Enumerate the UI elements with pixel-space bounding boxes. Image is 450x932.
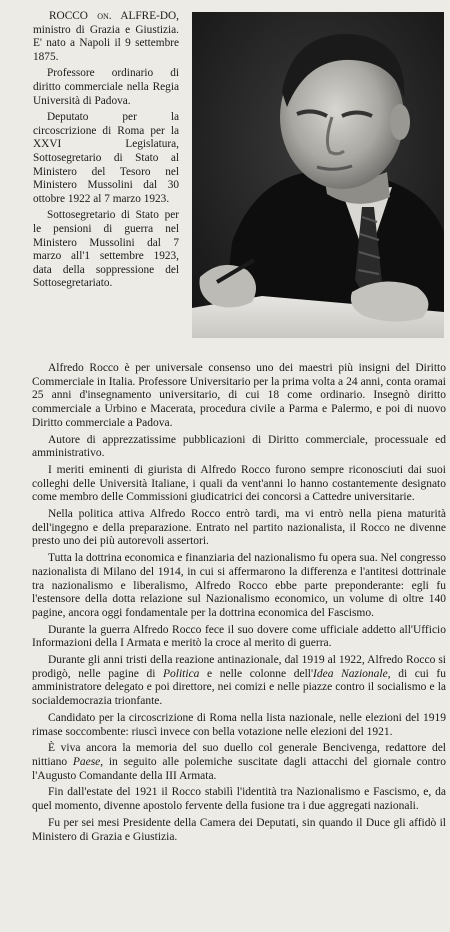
text-run: , di cui fu amministratore delegato e poi direttore, nei comizi e nelle piazze contro il socialismo e la socialdemocrazia trionfante. xyxy=(32,667,446,708)
main-article xyxy=(32,362,446,844)
article-paragraph: Fu per sei mesi Presidente della Camera dei Deputati, sin quando il Duce gli affidò il Ministero di Grazia e Giustizia. xyxy=(32,816,446,843)
article-paragraph: Fin dall'estate del 1921 il Rocco stabilì l'identità tra Nazionalismo e Fascismo, e, da quel momento, divenne apostolo fervente della fusione tra i due aggregati nazionali. xyxy=(32,786,446,813)
article-paragraph: I meriti eminenti di giurista di Alfredo Rocco furono sempre riconosciuti dai suoi colleghi delle Università Italiane, i quali da vent'anni lo hanno costantemente designato come membro delle Commissioni giudicatrici dei concorsi a Cattedre universitarie. xyxy=(32,463,446,504)
article-paragraph xyxy=(32,742,446,783)
bio-column xyxy=(33,10,179,294)
article-paragraph: Alfredo Rocco è per universale consenso uno dei maestri più insigni del Diritto Commerciale in Italia. Professore Universitario per la prima volta a 24 anni, conta oramai 25 anni d'insegnamento universitario, di cui 18 come ordinario. Insegnò diritto commerciale a Urbino e Macerata, procedura civile a Parma e Palermo, e poi di nuovo Diritto commerciale a Padova. xyxy=(32,362,446,429)
portrait-photo xyxy=(192,12,444,338)
article-paragraph: Candidato per la circoscrizione di Roma nella lista nazionale, nelle elezioni del 1919 rimase soccombente: riuscì invece con bella votazione nelle elezioni del 1921. xyxy=(32,711,446,738)
text-run: e nelle colonne dell' xyxy=(199,667,314,680)
article-paragraph: Tutta la dottrina economica e finanziaria del nazionalismo fu opera sua. Nel congresso nazionalista di Milano del 1914, in cui si affermarono la differenza e l'antitesi dottrinale tra nazionalismo e liberalismo, Alfredo Rocco ebbe parte preponderante: egli fu l'estensore della dotta relazione sul Nazionalismo economico, un volume di oltre 140 pagine, ancora oggi fondamentale per la dottrina economica del Fascismo. xyxy=(32,552,446,619)
article-paragraph: Durante la guerra Alfredo Rocco fece il suo dovere come ufficiale addetto all'Ufficio Informazioni della I Armata e meritò la croce al merito di guerra. xyxy=(32,623,446,650)
name-title: on. xyxy=(97,10,112,22)
periodical-title: Politica xyxy=(163,667,200,680)
name-rest: ALFRE-DO, ministro di Grazia e Giustizia. E' nato a Napoli il 9 settembre 1875. xyxy=(33,10,179,63)
bio-paragraph: Deputato per la circoscrizione di Roma per la XXVI Legislatura, Sottosegretario di Stato al Ministero del Tesoro nel Ministero Mussolini dal 30 ottobre 1922 al 7 marzo 1923. xyxy=(33,111,179,205)
bio-heading-paragraph xyxy=(33,10,179,64)
top-section xyxy=(16,10,438,368)
periodical-title: Idea Nazionale xyxy=(313,667,388,680)
text-run: , in seguito alle polemiche suscitate dagli attacchi del giornale contro l'Augusto Comandante della III Armata. xyxy=(32,755,446,782)
text-run: Durante gli anni tristi della reazione antinazionale, dal 1919 al 1922, Alfredo Rocco si prodigò, nelle pagine di xyxy=(32,654,446,680)
periodical-title: Paese xyxy=(72,755,101,768)
article-paragraph: Nella politica attiva Alfredo Rocco entrò tardi, ma vi entrò nella piena maturità dell'ingegno e della preparazione. Entrato nel partito nazionalista, il Rocco ne divenne presto uno dei più autorevoli assertori. xyxy=(32,508,446,548)
text-run: È viva ancora la memoria del suo duello col generale Bencivenga, redattore del nittiano xyxy=(32,742,446,768)
article-paragraph xyxy=(32,654,446,709)
name-surname: ROCCO xyxy=(49,10,88,22)
bio-paragraph: Sottosegretario di Stato per le pensioni di guerra nel Ministero Mussolini dal 7 marzo all'1 settembre 1923, data della soppressione del Sottosegretariato. xyxy=(33,209,179,290)
portrait-illustration xyxy=(192,12,444,338)
bio-paragraph: Professore ordinario di diritto commerciale nella Regia Università di Padova. xyxy=(33,67,179,107)
article-paragraph: Autore di apprezzatissime pubblicazioni di Diritto commerciale, processuale ed amministrativo. xyxy=(32,433,446,460)
